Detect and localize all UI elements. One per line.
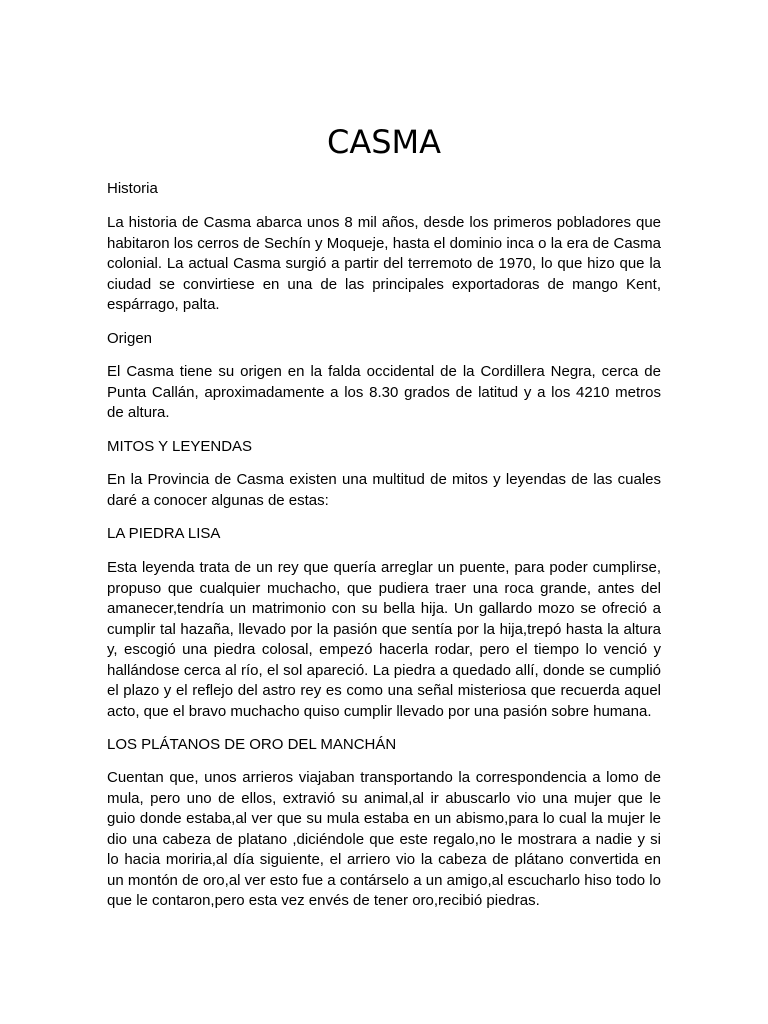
paragraph-piedra-lisa: Esta leyenda trata de un rey que quería arreglar un puente, para poder cumplirse, propuso que cualquier muchacho, que pudiera traer una roca grande, antes del amanecer,tendría un matrimonio con su bella hija. Un gallardo mozo se ofreció a cumplir tal hazaña, llevado por la pasión que sentía por la hija,trepó hasta la altura y, escogió una piedra colosal, empezó hacerla rodar, pero el tiempo lo venció y hallándose cerca al río, el sol apareció. La piedra a quedado allí, donde se cumplió el plazo y el reflejo del astro rey es como una señal misteriosa que recuerda aquel acto, que el bravo muchacho quiso cumplir llevado por una pasión sobre humana. <box>107 559 661 720</box>
page-title: CASMA <box>326 123 442 161</box>
section-heading-mitos: MITOS Y LEYENDAS <box>107 438 253 455</box>
paragraph-historia: La historia de Casma abarca unos 8 mil años, desde los primeros pobladores que habitaron los cerros de Sechín y Moqueje, hasta el dominio inca o la era de Casma colonial. La actual Casma surgió a partir del terremoto de 1970, lo que hizo que la ciudad se convirtiese en una de las principales exportadoras de mango Kent, espárrago, palta. <box>107 214 661 313</box>
section-heading-piedra-lisa: LA PIEDRA LISA <box>107 525 221 542</box>
paragraph-mitos: En la Provincia de Casma existen una multitud de mitos y leyendas de las cuales daré a conocer algunas de estas: <box>107 471 661 509</box>
section-heading-origen: Origen <box>107 330 153 347</box>
section-heading-historia: Historia <box>107 180 158 197</box>
paragraph-origen: El Casma tiene su origen en la falda occidental de la Cordillera Negra, cerca de Punta Callán, aproximadamente a los 8.30 grados de latitud y a los 4210 metros de altura. <box>107 363 661 421</box>
paragraph-platanos: Cuentan que, unos arrieros viajaban transportando la correspondencia a lomo de mula, pero uno de ellos, extravió su animal,al ir abuscarlo vio una mujer que le guio donde estaba,al ver que su mula estaba en un abismo,para lo cual la mujer le dio una cabeza de platano ,diciéndole que este regalo,no le mostrara a nadie y si lo hacia moriria,al día siguiente, el arriero vio la cabeza de plátano convertida en un montón de oro,al ver esto fue a contárselo a un amigo,al escucharlo hiso todo lo que le contaron,pero esta vez envés de tener oro,recibió piedras. <box>107 769 661 909</box>
section-heading-platanos: LOS PLÁTANOS DE ORO DEL MANCHÁN <box>107 736 397 753</box>
